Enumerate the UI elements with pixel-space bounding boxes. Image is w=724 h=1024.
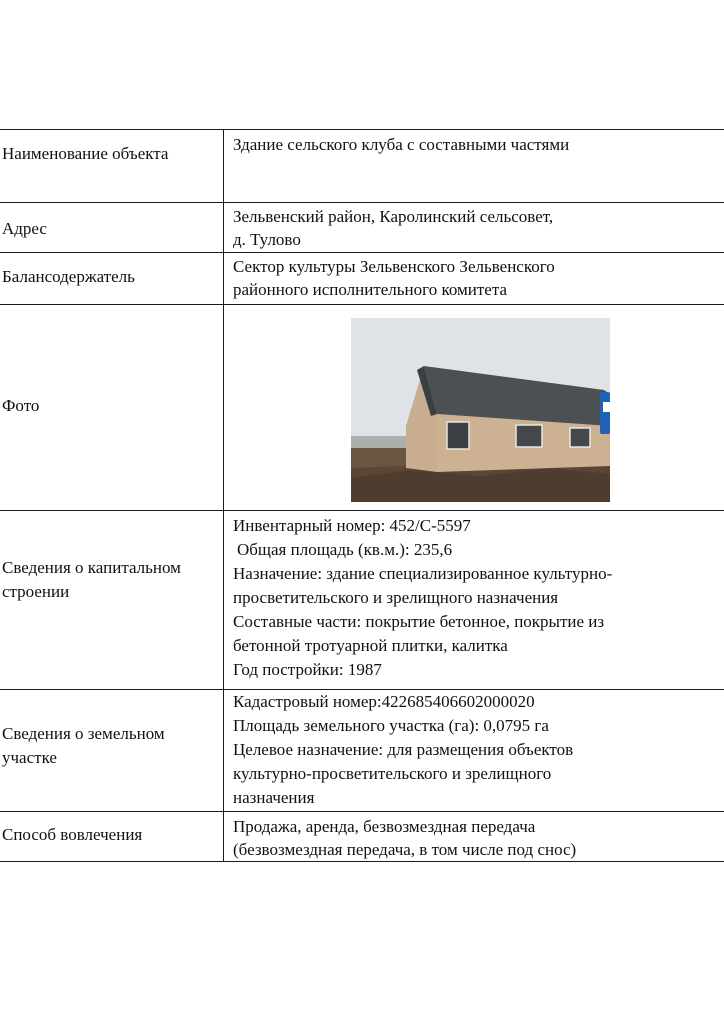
label-cell-balance-holder [0, 253, 224, 305]
photo-road-sign-mark [603, 402, 610, 412]
value-cell-address [224, 203, 724, 253]
value-text: Площадь земельного участка (га): 0,0795 га [233, 716, 549, 735]
label-text: Балансодержатель [2, 267, 135, 286]
label-cell-involvement-method [0, 812, 224, 862]
building-photo-image [351, 318, 610, 502]
label-text: Сведения о [2, 724, 84, 743]
value-cell-photo [224, 305, 724, 511]
value-cell-land-plot [224, 690, 724, 812]
label-text: Фото [2, 396, 40, 415]
value-text: районного исполнительного комитета [233, 280, 508, 299]
value-text: Целевое назначение: для размещения объектов [233, 740, 574, 759]
label-text: строении [2, 582, 70, 601]
value-text: Инвентарный номер: 452/С-5597 [233, 516, 471, 535]
value-cell-involvement-method [224, 812, 724, 862]
value-text: Кадастровый номер:422685406602000020 [233, 692, 535, 711]
label-cell-photo [0, 305, 224, 511]
label-text: Адрес [2, 219, 47, 238]
row-object-name [0, 130, 724, 203]
row-land-plot [0, 690, 724, 812]
value-text: (безвозмездная передача, в том числе под снос) [233, 840, 577, 859]
label-text: земельном участке [2, 724, 165, 767]
row-balance-holder [0, 253, 724, 305]
label-text: капитальном [87, 558, 181, 577]
photo-window-2 [516, 425, 542, 447]
photo-window-1 [447, 422, 469, 449]
value-text: Сектор культуры Зельвенского Зельвенского [233, 257, 555, 276]
label-text: Способ вовлечения [2, 825, 143, 844]
label-cell-object-name [0, 130, 224, 203]
label-text: Сведения о [2, 558, 84, 577]
value-text: Составные части: покрытие бетонное, покрытие из [233, 612, 605, 631]
label-text: Наименование [2, 144, 108, 163]
label-cell-land-plot [0, 690, 224, 812]
value-cell-balance-holder [224, 253, 724, 305]
value-cell-object-name [224, 130, 724, 203]
value-text: Назначение: здание специализированное культурно- [233, 564, 613, 583]
value-text: Продажа, аренда, безвозмездная передача [233, 817, 536, 836]
value-text: бетонной тротуарной плитки, калитка [233, 636, 508, 655]
value-text: Общая площадь (кв.м.): 235,6 [237, 540, 453, 559]
photo-window-3 [570, 428, 590, 447]
row-involvement-method [0, 812, 724, 862]
photo-road-sign [600, 392, 610, 434]
label-cell-address [0, 203, 224, 253]
value-text: Зельвенский район, Каролинский сельсовет, [233, 207, 554, 226]
object-info-table [0, 129, 724, 862]
building-photo [351, 318, 610, 502]
row-photo [0, 305, 724, 511]
label-text: объекта [112, 144, 169, 163]
value-text: д. Тулово [233, 230, 301, 249]
value-text: назначения [233, 788, 315, 807]
value-cell-capital-structure [224, 511, 724, 690]
value-text: культурно-просветительского и зрелищного [233, 764, 552, 783]
value-text: просветительского и зрелищного назначения [233, 588, 559, 607]
value-text: Здание сельского клуба с составными частями [233, 135, 570, 154]
row-capital-structure [0, 511, 724, 690]
label-cell-capital-structure [0, 511, 224, 690]
value-text: Год постройки: 1987 [233, 660, 382, 679]
row-address [0, 203, 724, 253]
